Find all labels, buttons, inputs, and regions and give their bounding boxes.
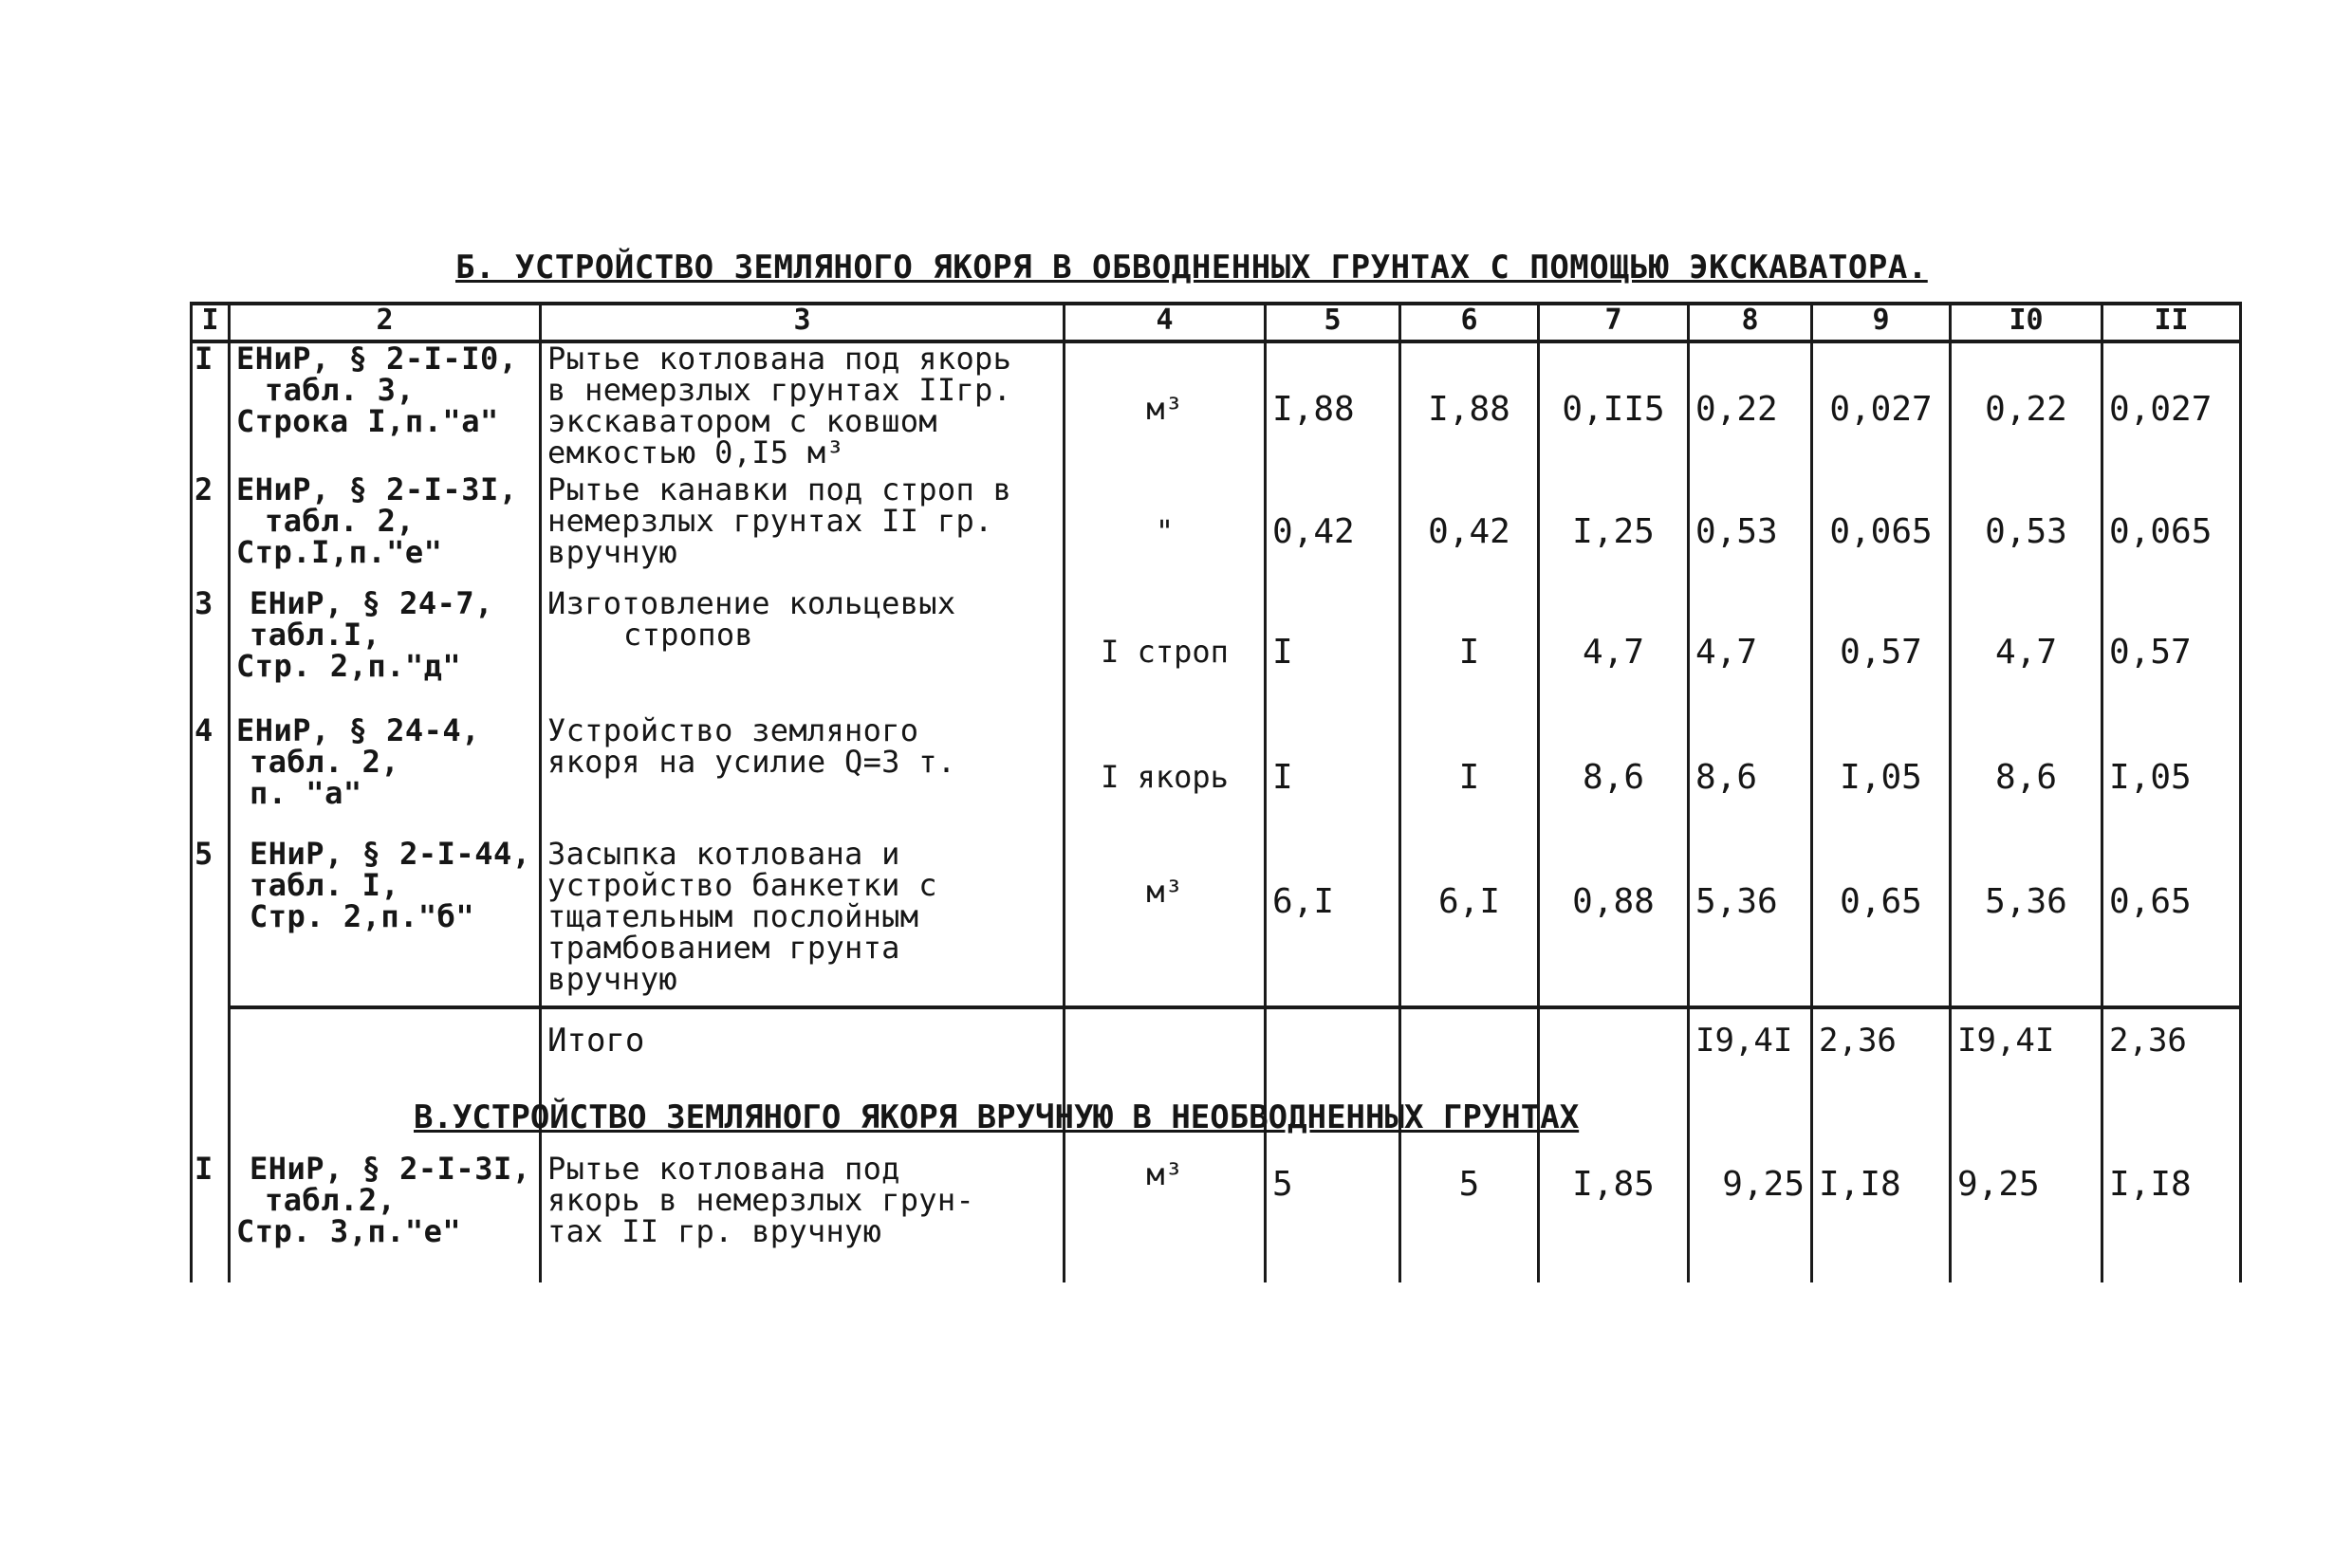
total-c10: I9,4I — [1951, 1007, 2102, 1072]
unit: м³ — [1065, 839, 1266, 1007]
desc-line: Рытье котлована под якорь — [547, 341, 1012, 377]
value-c5: 5 — [1266, 1153, 1400, 1282]
unit: м³ — [1065, 341, 1266, 474]
source-line: табл. 2, — [250, 744, 400, 780]
source-line: Стр. 2,п."б" — [250, 898, 475, 934]
source-line: Стр.I,п."е" — [236, 534, 443, 570]
col-number: 8 — [1689, 304, 1812, 341]
value-c8: 9,25 — [1689, 1153, 1812, 1282]
unit: I якорь — [1065, 715, 1266, 839]
value-c6: I — [1400, 715, 1539, 839]
source-line: табл. I, — [250, 867, 400, 903]
source-line: ЕНиР, § 24-4, — [236, 715, 480, 748]
value-c5: I,88 — [1266, 341, 1400, 474]
value-c8: 4,7 — [1689, 588, 1812, 715]
row-index: 2 — [192, 474, 230, 588]
work-description — [541, 839, 1065, 1007]
row-index: 3 — [192, 588, 230, 715]
desc-line: стропов — [623, 617, 753, 653]
value-c8: 0,53 — [1689, 474, 1812, 588]
row-index: I — [192, 341, 230, 474]
total-label: Итого — [541, 1007, 1065, 1072]
source-line: ЕНиР, § 2-I-3I, — [250, 1153, 531, 1187]
col-number: 2 — [230, 304, 541, 341]
source-line: п. "а" — [250, 775, 362, 811]
desc-line: Рытье канавки под строп в — [547, 474, 1012, 507]
total-c9: 2,36 — [1812, 1007, 1951, 1072]
total-c8: I9,4I — [1689, 1007, 1812, 1072]
value-c11: 0,57 — [2102, 588, 2241, 715]
unit: м³ — [1065, 1153, 1266, 1282]
value-c5: 0,42 — [1266, 474, 1400, 588]
value-c7: I,25 — [1539, 474, 1689, 588]
value-c6: I — [1400, 588, 1539, 715]
value-c9: 0,65 — [1812, 839, 1951, 1007]
unit: " — [1065, 474, 1266, 588]
desc-line: трамбованием грунта — [547, 930, 900, 966]
value-c6: 0,42 — [1400, 474, 1539, 588]
table-row — [192, 839, 2241, 1007]
col-number: 6 — [1400, 304, 1539, 341]
desc-line: вручную — [547, 534, 677, 570]
value-c5: I — [1266, 715, 1400, 839]
value-c11: 0,65 — [2102, 839, 2241, 1007]
source-line: табл.2, — [265, 1182, 397, 1218]
source-line: табл. 2, — [265, 503, 416, 539]
desc-line: якоря на усилие Q=3 т. — [547, 744, 956, 780]
source-line: ЕНиР, § 2-I-44, — [250, 839, 531, 872]
value-c6: 6,I — [1400, 839, 1539, 1007]
source-line: Стр. 3,п."е" — [236, 1213, 462, 1249]
col-number: II — [2102, 304, 2241, 341]
col-number: I0 — [1951, 304, 2102, 341]
desc-line: Устройство земляного — [547, 715, 919, 748]
work-description — [541, 474, 1065, 588]
work-description — [541, 1153, 1065, 1282]
norm-source — [230, 474, 541, 588]
value-c7: 0,88 — [1539, 839, 1689, 1007]
table-row — [192, 715, 2241, 839]
value-c10: 4,7 — [1951, 588, 2102, 715]
desc-line: Рытье котлована под — [547, 1153, 900, 1187]
value-c9: 0,065 — [1812, 474, 1951, 588]
desc-line: экскаватором с ковшом — [547, 403, 937, 439]
value-c8: 0,22 — [1689, 341, 1812, 474]
row-index: 5 — [192, 839, 230, 1007]
value-c8: 8,6 — [1689, 715, 1812, 839]
value-c7: 8,6 — [1539, 715, 1689, 839]
value-c8: 5,36 — [1689, 839, 1812, 1007]
section-b-title: Б. УСТРОЙСТВО ЗЕМЛЯНОГО ЯКОРЯ В ОБВОДНЕННЫХ ГРУНТАХ С ПОМОЩЬЮ ЭКСКАВАТОРА. — [455, 249, 1928, 286]
work-description — [541, 341, 1065, 474]
table-row — [192, 474, 2241, 588]
source-line: ЕНиР, § 24-7, — [250, 588, 493, 621]
column-number-row — [192, 304, 2241, 341]
value-c9: 0,027 — [1812, 341, 1951, 474]
work-description — [541, 715, 1065, 839]
value-c10: 9,25 — [1951, 1153, 2102, 1282]
desc-line: Изготовление кольцевых — [547, 588, 956, 621]
desc-line: Засыпка котлована и — [547, 839, 900, 872]
value-c5: I — [1266, 588, 1400, 715]
col-number: 4 — [1065, 304, 1266, 341]
desc-line: якорь в немерзлых грун- — [547, 1182, 975, 1218]
source-line: табл.I, — [250, 617, 381, 653]
table-row — [192, 1153, 2241, 1282]
desc-line: устройство банкетки с — [547, 867, 937, 903]
col-number: 9 — [1812, 304, 1951, 341]
value-c11: 0,065 — [2102, 474, 2241, 588]
value-c7: 0,II5 — [1539, 341, 1689, 474]
norm-source — [230, 341, 541, 474]
table-row — [192, 588, 2241, 715]
desc-line: в немерзлых грунтах IIгр. — [547, 372, 1012, 408]
value-c6: I,88 — [1400, 341, 1539, 474]
desc-line: тщательным послойным — [547, 898, 919, 934]
total-c11: 2,36 — [2102, 1007, 2241, 1072]
total-row — [192, 1007, 2241, 1072]
value-c5: 6,I — [1266, 839, 1400, 1007]
value-c11: I,05 — [2102, 715, 2241, 839]
source-line: Строка I,п."а" — [236, 403, 499, 439]
norm-source — [230, 715, 541, 839]
source-line: Стр. 2,п."д" — [236, 648, 462, 684]
desc-line: емкостью 0,I5 м³ — [547, 434, 845, 470]
source-line: ЕНиР, § 2-I-I0, — [236, 341, 518, 377]
norm-source — [230, 1153, 541, 1282]
source-line: ЕНиР, § 2-I-3I, — [236, 474, 518, 507]
col-number: 3 — [541, 304, 1065, 341]
value-c10: 8,6 — [1951, 715, 2102, 839]
norm-source — [230, 839, 541, 1007]
unit: I строп — [1065, 588, 1266, 715]
value-c11: I,I8 — [2102, 1153, 2241, 1282]
row-index: I — [192, 1153, 230, 1282]
col-number: 5 — [1266, 304, 1400, 341]
value-c7: 4,7 — [1539, 588, 1689, 715]
value-c11: 0,027 — [2102, 341, 2241, 474]
source-line: табл. 3, — [265, 372, 416, 408]
table-row — [192, 341, 2241, 474]
section-v-title: В.УСТРОЙСТВО ЗЕМЛЯНОГО ЯКОРЯ ВРУЧНУЮ В НЕОБВОДНЕННЫХ ГРУНТАХ — [414, 1098, 1580, 1136]
value-c9: I,I8 — [1812, 1153, 1951, 1282]
value-c9: I,05 — [1812, 715, 1951, 839]
value-c10: 0,22 — [1951, 341, 2102, 474]
desc-line: вручную — [547, 961, 677, 997]
desc-line: тах II гр. вручную — [547, 1213, 882, 1249]
col-number: 7 — [1539, 304, 1689, 341]
desc-line: немерзлых грунтах II гр. — [547, 503, 993, 539]
col-number: I — [192, 304, 230, 341]
value-c10: 0,53 — [1951, 474, 2102, 588]
norm-source — [230, 588, 541, 715]
value-c7: I,85 — [1539, 1153, 1689, 1282]
row-index: 4 — [192, 715, 230, 839]
value-c6: 5 — [1400, 1153, 1539, 1282]
value-c9: 0,57 — [1812, 588, 1951, 715]
work-description — [541, 588, 1065, 715]
value-c10: 5,36 — [1951, 839, 2102, 1007]
